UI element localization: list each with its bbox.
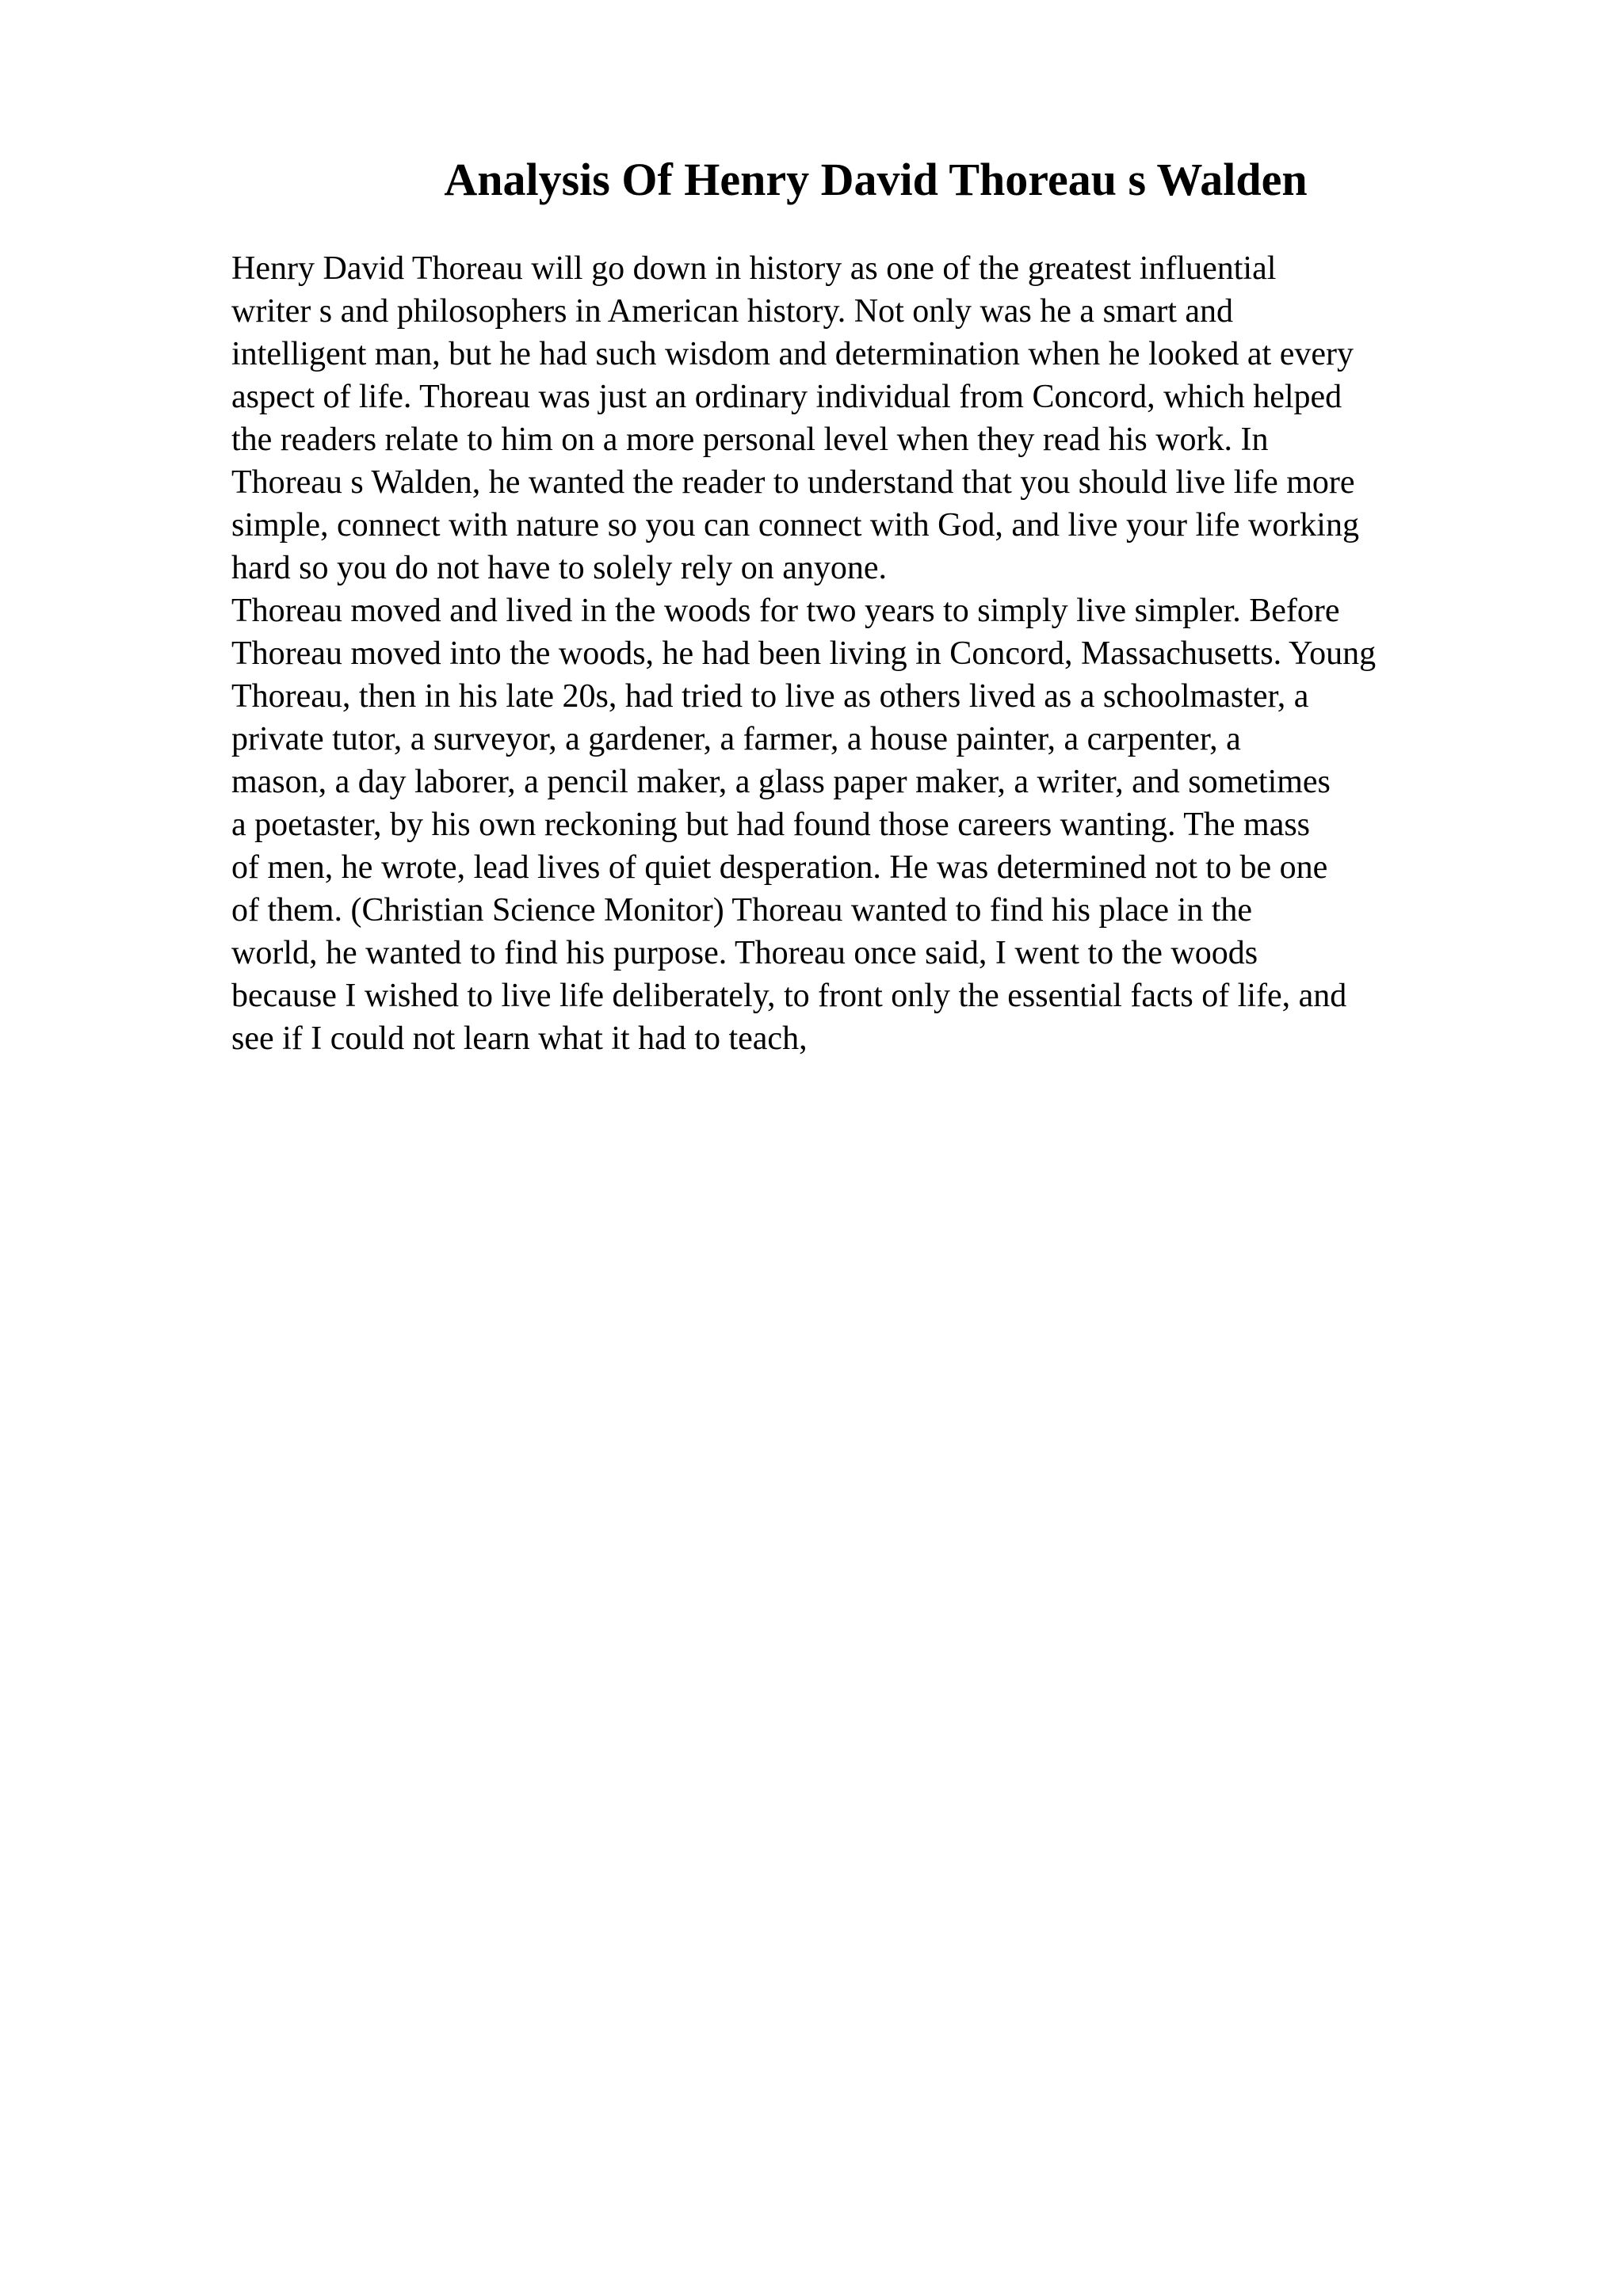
text-line: because I wished to live life deliberately, to front only the essential facts of life, and (231, 978, 1347, 1014)
text-line: simple, connect with nature so you can connect with God, and live your life working (231, 507, 1359, 543)
text-line: of them. (Christian Science Monitor) Thoreau wanted to find his place in the (231, 892, 1253, 929)
text-line: intelligent man, but he had such wisdom and determination when he looked at every (231, 336, 1354, 372)
text-line: Thoreau, then in his late 20s, had tried to live as others lived as a schoolmaster, a (231, 678, 1309, 715)
text-line: world, he wanted to find his purpose. Thoreau once said, I went to the woods (231, 935, 1258, 971)
text-line: hard so you do not have to solely rely on anyone. (231, 550, 887, 586)
text-line: the readers relate to him on a more personal level when they read his work. In (231, 421, 1269, 458)
text-line: private tutor, a surveyor, a gardener, a farmer, a house painter, a carpenter, a (231, 721, 1241, 757)
text-line: writer s and philosophers in American history. Not only was he a smart and (231, 293, 1234, 330)
text-line: mason, a day laborer, a pencil maker, a glass paper maker, a writer, and sometimes (231, 764, 1331, 800)
document-title: Analysis Of Henry David Thoreau s Walden (444, 154, 1308, 205)
text-line: aspect of life. Thoreau was just an ordinary individual from Concord, which helped (231, 379, 1342, 415)
text-line: Henry David Thoreau will go down in history as one of the greatest influential (231, 250, 1277, 287)
text-line: Thoreau moved and lived in the woods for two years to simply live simpler. Before (231, 593, 1340, 629)
text-line: see if I could not learn what it had to teach, (231, 1020, 808, 1057)
document-body (231, 247, 1594, 1060)
text-line: a poetaster, by his own reckoning but had found those careers wanting. The mass (231, 807, 1311, 843)
text-line: Thoreau moved into the woods, he had been living in Concord, Massachusetts. Young (231, 635, 1377, 672)
text-line: of men, he wrote, lead lives of quiet desperation. He was determined not to be one (231, 849, 1328, 886)
text-line: Thoreau s Walden, he wanted the reader to understand that you should live life more (231, 464, 1355, 501)
